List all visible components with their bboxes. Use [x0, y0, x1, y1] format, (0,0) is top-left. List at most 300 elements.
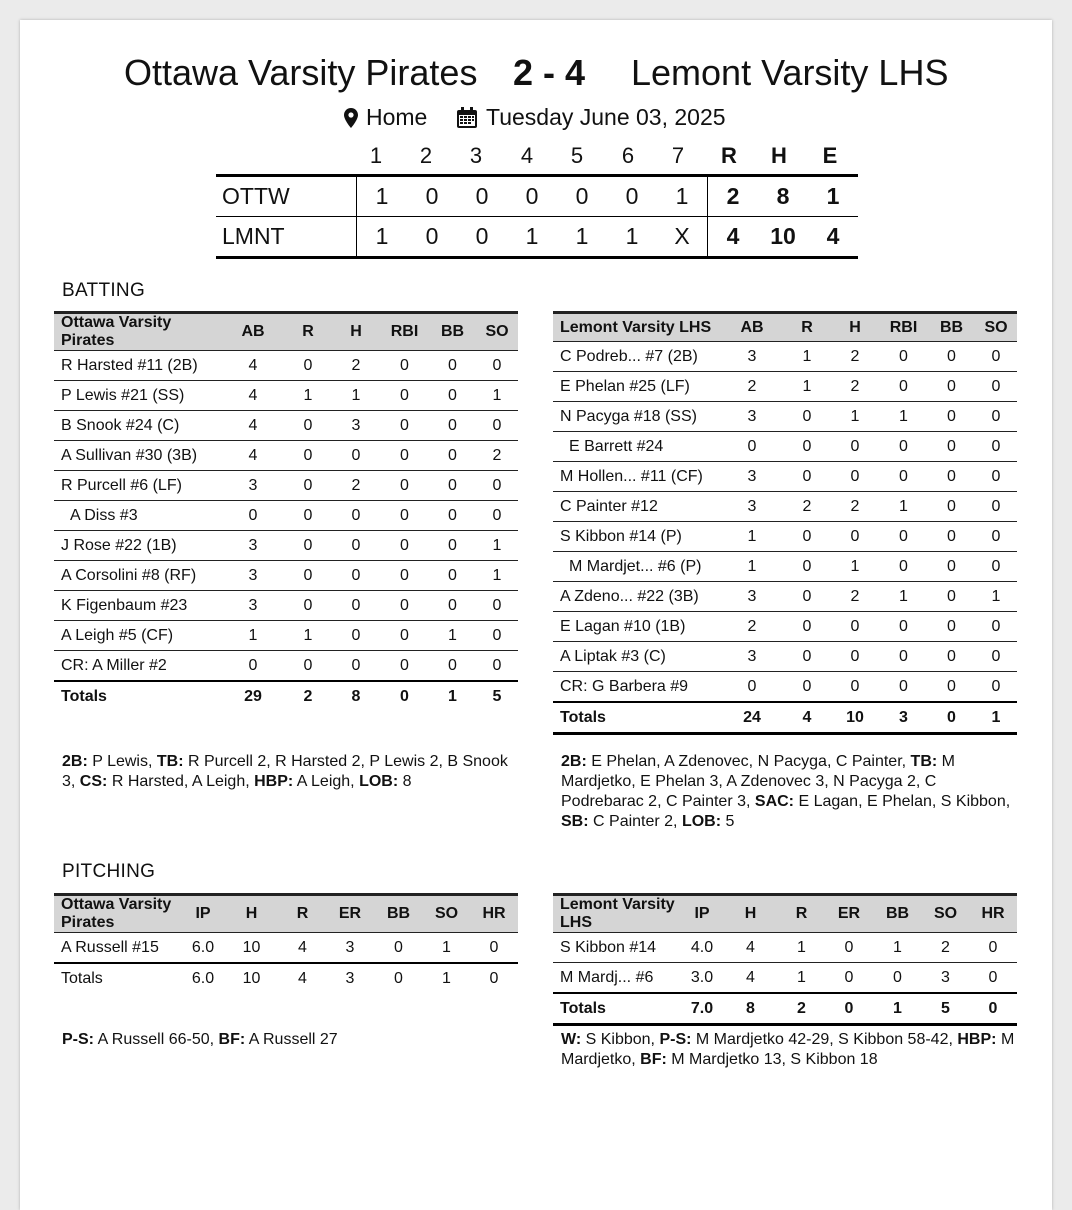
inning-header: 7 [671, 143, 685, 168]
stat-cell: 0 [783, 402, 831, 432]
stat-cell: 0 [783, 552, 831, 582]
stat-cell: 4 [279, 933, 326, 964]
away-team-name: Ottawa Varsity Pirates [124, 52, 478, 93]
player-name: S Kibbon #14 [553, 933, 681, 963]
column-header: R [783, 313, 831, 342]
player-name: C Podreb... #7 (2B) [553, 342, 721, 372]
stat-cell: 0 [380, 381, 429, 411]
home-pitching-table [553, 893, 1017, 1026]
total-cell: 1 [423, 963, 470, 993]
column-header: H [723, 895, 778, 933]
stat-cell: 0 [380, 561, 429, 591]
stat-cell: 1 [476, 381, 518, 411]
player-name: A Zdeno... #22 (3B) [553, 582, 721, 612]
total-cell: 29 [222, 681, 284, 711]
home-pitching-notes [561, 1030, 1017, 1070]
stat-cell: 0 [975, 552, 1017, 582]
stat-cell: 0 [284, 651, 332, 682]
stat-cell: 0 [969, 963, 1017, 994]
stat-cell: 0 [879, 552, 928, 582]
stat-cell: 0 [879, 432, 928, 462]
stat-cell: 0 [284, 471, 332, 501]
location [344, 104, 427, 131]
note-label: TB: [156, 753, 184, 770]
stat-cell: 0 [783, 582, 831, 612]
total-cell: 4 [279, 963, 326, 993]
home-pitching-rows [553, 933, 1017, 1025]
away-pitching-notes [62, 1030, 518, 1050]
stat-cell: 0 [429, 441, 476, 471]
hits-header: H [771, 143, 787, 168]
total-cell: 2 [778, 993, 825, 1025]
stat-cell: 0 [380, 411, 429, 441]
inning-runs: 0 [407, 176, 457, 217]
stat-cell: 1 [284, 381, 332, 411]
note-label: BF: [640, 1051, 667, 1068]
total-cell: 0 [825, 993, 873, 1025]
stat-cell: 2 [922, 933, 969, 963]
table-header-row [54, 313, 518, 351]
stat-cell: 3 [222, 471, 284, 501]
stat-cell: 0 [429, 381, 476, 411]
player-name: E Phelan #25 (LF) [553, 372, 721, 402]
note-text: E Lagan, E Phelan, S Kibbon, [798, 793, 1011, 810]
player-name: CR: A Miller #2 [54, 651, 222, 682]
total-cell: 10 [224, 963, 279, 993]
stat-cell: 1 [873, 933, 922, 963]
stat-cell: 3 [721, 402, 783, 432]
totals-row [553, 702, 1017, 734]
stat-cell: 4.0 [681, 933, 723, 963]
player-name: M Mardj... #6 [553, 963, 681, 994]
stat-cell: 0 [928, 342, 975, 372]
player-name: E Lagan #10 (1B) [553, 612, 721, 642]
location-label: Home [366, 104, 428, 130]
note-label: CS: [79, 773, 108, 790]
stat-cell: 0 [429, 651, 476, 682]
column-header: ER [825, 895, 873, 933]
stat-cell: 0 [873, 963, 922, 994]
column-header: SO [975, 313, 1017, 342]
stat-cell: 0 [975, 432, 1017, 462]
date-label: Tuesday June 03, 2025 [486, 104, 726, 130]
final-score: 2 - 4 [513, 52, 586, 93]
stat-cell: 3.0 [681, 963, 723, 994]
stat-cell: 0 [429, 531, 476, 561]
note-label: 2B: [561, 753, 587, 770]
stat-cell: 1 [778, 963, 825, 994]
stat-cell: 0 [380, 501, 429, 531]
stat-cell: 0 [831, 522, 879, 552]
total-cell: 0 [380, 681, 429, 711]
stat-cell: 1 [284, 621, 332, 651]
player-name: A Liptak #3 (C) [553, 642, 721, 672]
table-row [553, 372, 1017, 402]
stat-cell: 0 [284, 531, 332, 561]
note-label: HBP: [957, 1031, 997, 1048]
stat-cell: 0 [783, 432, 831, 462]
player-name: E Barrett #24 [553, 432, 721, 462]
player-name: R Purcell #6 (LF) [54, 471, 222, 501]
inning-runs: 1 [557, 217, 607, 258]
note-text: S Kibbon, [585, 1031, 655, 1048]
player-name: M Mardjet... #6 (P) [553, 552, 721, 582]
away-pitching-table [54, 893, 518, 993]
stat-cell: 4 [222, 351, 284, 381]
table-header-row [54, 895, 518, 933]
date [456, 104, 726, 131]
note-text: A Leigh, [296, 773, 355, 790]
stat-cell: 0 [831, 432, 879, 462]
total-cell: 5 [922, 993, 969, 1025]
total-cell: 1 [975, 702, 1017, 734]
stat-cell: 0 [928, 492, 975, 522]
table-row [553, 492, 1017, 522]
stat-cell: 0 [975, 342, 1017, 372]
total-cell: 4 [783, 702, 831, 734]
total-cell: 6.0 [182, 963, 224, 993]
stat-cell: 2 [476, 441, 518, 471]
line-score-table [216, 174, 858, 259]
stat-cell: 0 [975, 372, 1017, 402]
stat-cell: 0 [429, 561, 476, 591]
team-column-header: Ottawa Varsity Pirates [54, 895, 182, 933]
stat-cell: 0 [476, 591, 518, 621]
stat-cell: 0 [380, 651, 429, 682]
away-batting-rows [54, 351, 518, 712]
inning-header: 3 [469, 143, 483, 168]
stat-cell: 1 [476, 531, 518, 561]
stat-cell: 0 [975, 462, 1017, 492]
stat-cell: 2 [831, 492, 879, 522]
table-row [54, 441, 518, 471]
note-label: LOB: [681, 813, 722, 830]
stat-cell: 0 [928, 672, 975, 703]
stat-cell: 0 [380, 591, 429, 621]
stat-cell: 3 [721, 582, 783, 612]
stat-cell: 1 [423, 933, 470, 964]
stat-cell: 1 [429, 621, 476, 651]
stat-cell: 1 [879, 582, 928, 612]
stat-cell: 0 [928, 402, 975, 432]
note-text: 8 [402, 773, 412, 790]
total-cell: 0 [470, 963, 518, 993]
column-header: HR [470, 895, 518, 933]
table-row [553, 522, 1017, 552]
player-name: M Hollen... #11 (CF) [553, 462, 721, 492]
table-row [54, 591, 518, 621]
stat-cell: 0 [476, 621, 518, 651]
total-cell: 10 [831, 702, 879, 734]
stat-cell: 0 [879, 372, 928, 402]
note-text: C Painter 2, [593, 813, 678, 830]
column-header: BB [429, 313, 476, 351]
stat-cell: 1 [783, 342, 831, 372]
stat-cell: 0 [783, 522, 831, 552]
table-row [54, 621, 518, 651]
stat-cell: 0 [928, 462, 975, 492]
stat-cell: 0 [975, 522, 1017, 552]
stat-cell: 4 [723, 963, 778, 994]
game-info [0, 104, 1072, 134]
totals-label: Totals [54, 963, 182, 993]
total-runs: 4 [708, 217, 759, 258]
away-batting-table [54, 311, 518, 711]
table-row [553, 462, 1017, 492]
stat-cell: 0 [879, 522, 928, 552]
home-batting-rows [553, 342, 1017, 734]
note-label: SAC: [754, 793, 794, 810]
column-header: AB [222, 313, 284, 351]
stat-cell: 0 [825, 963, 873, 994]
inning-runs: X [657, 217, 708, 258]
stat-cell: 0 [476, 351, 518, 381]
total-errors: 1 [808, 176, 858, 217]
table-row [553, 963, 1017, 994]
stat-cell: 0 [284, 441, 332, 471]
column-header: BB [873, 895, 922, 933]
team-column-header: Lemont Varsity LHS [553, 313, 721, 342]
inning-runs: 0 [607, 176, 657, 217]
stat-cell: 0 [284, 351, 332, 381]
totals-row [54, 681, 518, 711]
column-header: IP [182, 895, 224, 933]
stat-cell: 2 [831, 342, 879, 372]
player-name: K Figenbaum #23 [54, 591, 222, 621]
stat-cell: 0 [928, 552, 975, 582]
stat-cell: 0 [783, 612, 831, 642]
note-text: R Purcell 2, R Harsted 2, P Lewis 2, B Snook 3, [62, 753, 508, 790]
note-label: HBP: [254, 773, 294, 790]
player-name: P Lewis #21 (SS) [54, 381, 222, 411]
table-row [54, 471, 518, 501]
total-cell: 1 [429, 681, 476, 711]
stat-cell: 0 [380, 351, 429, 381]
stat-cell: 0 [825, 933, 873, 963]
column-header: R [284, 313, 332, 351]
total-cell: 0 [374, 963, 423, 993]
stat-cell: 1 [975, 582, 1017, 612]
stat-cell: 0 [975, 672, 1017, 703]
stat-cell: 2 [783, 492, 831, 522]
column-header: IP [681, 895, 723, 933]
table-row [553, 552, 1017, 582]
total-cell: 5 [476, 681, 518, 711]
table-row [553, 642, 1017, 672]
player-name: B Snook #24 (C) [54, 411, 222, 441]
stat-cell: 10 [224, 933, 279, 964]
stat-cell: 0 [222, 501, 284, 531]
stat-cell: 0 [975, 612, 1017, 642]
stat-cell: 0 [831, 672, 879, 703]
total-cell: 1 [873, 993, 922, 1025]
total-cell: 7.0 [681, 993, 723, 1025]
column-header: BB [928, 313, 975, 342]
player-name: CR: G Barbera #9 [553, 672, 721, 703]
player-name: J Rose #22 (1B) [54, 531, 222, 561]
stat-cell: 1 [879, 402, 928, 432]
stat-cell: 0 [879, 462, 928, 492]
inning-header: 5 [570, 143, 584, 168]
total-hits: 10 [758, 217, 808, 258]
note-text: M Mardjetko, [561, 1031, 1015, 1068]
map-pin-icon [344, 108, 358, 128]
stat-cell: 1 [879, 492, 928, 522]
inning-header: 4 [520, 143, 534, 168]
stat-cell: 0 [928, 522, 975, 552]
player-name: C Painter #12 [553, 492, 721, 522]
totals-row [54, 963, 518, 993]
table-row [54, 501, 518, 531]
table-row [54, 561, 518, 591]
stat-cell: 0 [969, 933, 1017, 963]
column-header: SO [922, 895, 969, 933]
errors-header: E [822, 143, 838, 168]
total-cell: 0 [928, 702, 975, 734]
note-text: M Mardjetko 13, S Kibbon 18 [671, 1051, 878, 1068]
stat-cell: 2 [332, 351, 380, 381]
inning-runs: 1 [357, 176, 408, 217]
stat-cell: 0 [975, 402, 1017, 432]
stat-cell: 1 [831, 402, 879, 432]
note-text: E Phelan, A Zdenovec, N Pacyga, C Painter, [591, 753, 907, 770]
stat-cell: 0 [222, 651, 284, 682]
column-header: RBI [879, 313, 928, 342]
team-column-header: Ottawa Varsity Pirates [54, 313, 222, 351]
stat-cell: 0 [470, 933, 518, 964]
stat-cell: 0 [374, 933, 423, 964]
total-hits: 8 [758, 176, 808, 217]
note-label: TB: [910, 753, 938, 770]
note-text: P Lewis, [92, 753, 153, 770]
table-row [553, 612, 1017, 642]
stat-cell: 0 [380, 441, 429, 471]
inning-runs: 1 [607, 217, 657, 258]
note-text: M Mardjetko, E Phelan 3, A Zdenovec 3, N Pacyga 2, C Podrebarac 2, C Painter 3, [561, 753, 955, 810]
table-row [553, 672, 1017, 703]
stat-cell: 4 [723, 933, 778, 963]
stat-cell: 3 [721, 642, 783, 672]
stat-cell: 0 [879, 612, 928, 642]
stat-cell: 0 [975, 642, 1017, 672]
total-cell: 3 [326, 963, 374, 993]
totals-row [553, 993, 1017, 1025]
stat-cell: 0 [429, 351, 476, 381]
stat-cell: 0 [721, 432, 783, 462]
stat-cell: 0 [380, 471, 429, 501]
stat-cell: 0 [284, 561, 332, 591]
stat-cell: 4 [222, 411, 284, 441]
total-cell: 8 [723, 993, 778, 1025]
inning-runs: 0 [557, 176, 607, 217]
total-cell: 2 [284, 681, 332, 711]
stat-cell: 0 [831, 462, 879, 492]
stat-cell: 0 [476, 471, 518, 501]
stat-cell: 0 [928, 432, 975, 462]
stat-cell: 1 [783, 372, 831, 402]
column-header: H [831, 313, 879, 342]
stat-cell: 0 [928, 372, 975, 402]
stat-cell: 0 [476, 411, 518, 441]
stat-cell: 3 [222, 531, 284, 561]
total-runs: 2 [708, 176, 759, 217]
player-name: S Kibbon #14 (P) [553, 522, 721, 552]
stat-cell: 0 [332, 651, 380, 682]
inning-header: 2 [419, 143, 433, 168]
home-batting-table [553, 311, 1017, 735]
stat-cell: 3 [721, 492, 783, 522]
table-row [54, 351, 518, 381]
line-score-row [216, 217, 858, 258]
home-team-name: Lemont Varsity LHS [631, 52, 949, 93]
stat-cell: 2 [332, 471, 380, 501]
stat-cell: 0 [879, 642, 928, 672]
stat-cell: 1 [476, 561, 518, 591]
stat-cell: 0 [429, 591, 476, 621]
column-header: BB [374, 895, 423, 933]
table-row [553, 342, 1017, 372]
stat-cell: 1 [778, 933, 825, 963]
column-header: SO [476, 313, 518, 351]
note-text: M Mardjetko 42-29, S Kibbon 58-42, [695, 1031, 953, 1048]
player-name: A Diss #3 [54, 501, 222, 531]
line-score-header [351, 143, 856, 171]
stat-cell: 0 [783, 462, 831, 492]
stat-cell: 0 [831, 642, 879, 672]
column-header: H [224, 895, 279, 933]
stat-cell: 0 [332, 591, 380, 621]
total-cell: 3 [879, 702, 928, 734]
stat-cell: 0 [928, 612, 975, 642]
total-cell: 24 [721, 702, 783, 734]
table-row [54, 933, 518, 964]
stat-cell: 0 [429, 471, 476, 501]
stat-cell: 3 [222, 561, 284, 591]
totals-label: Totals [553, 702, 721, 734]
note-label: 2B: [62, 753, 88, 770]
player-name: A Leigh #5 (CF) [54, 621, 222, 651]
inning-header: 6 [621, 143, 635, 168]
column-header: RBI [380, 313, 429, 351]
stat-cell: 4 [222, 381, 284, 411]
stat-cell: 3 [222, 591, 284, 621]
inning-runs: 0 [407, 217, 457, 258]
stat-cell: 0 [284, 411, 332, 441]
away-pitching-rows [54, 933, 518, 994]
inning-runs: 0 [457, 176, 507, 217]
away-batting-notes [62, 752, 518, 792]
stat-cell: 1 [721, 552, 783, 582]
table-header-row [553, 895, 1017, 933]
stat-cell: 1 [332, 381, 380, 411]
total-cell: 0 [969, 993, 1017, 1025]
note-text: A Russell 27 [248, 1031, 338, 1048]
stat-cell: 3 [721, 342, 783, 372]
note-text: 5 [725, 813, 735, 830]
column-header: H [332, 313, 380, 351]
note-text: A Russell 66-50, [97, 1031, 215, 1048]
stat-cell: 2 [831, 582, 879, 612]
table-row [553, 432, 1017, 462]
stat-cell: 0 [783, 642, 831, 672]
calendar-icon [456, 107, 478, 129]
table-row [54, 651, 518, 682]
player-name: A Russell #15 [54, 933, 182, 964]
batting-section-title: BATTING [62, 280, 146, 301]
table-row [54, 381, 518, 411]
runs-header: R [721, 143, 737, 168]
inning-runs: 0 [457, 217, 507, 258]
